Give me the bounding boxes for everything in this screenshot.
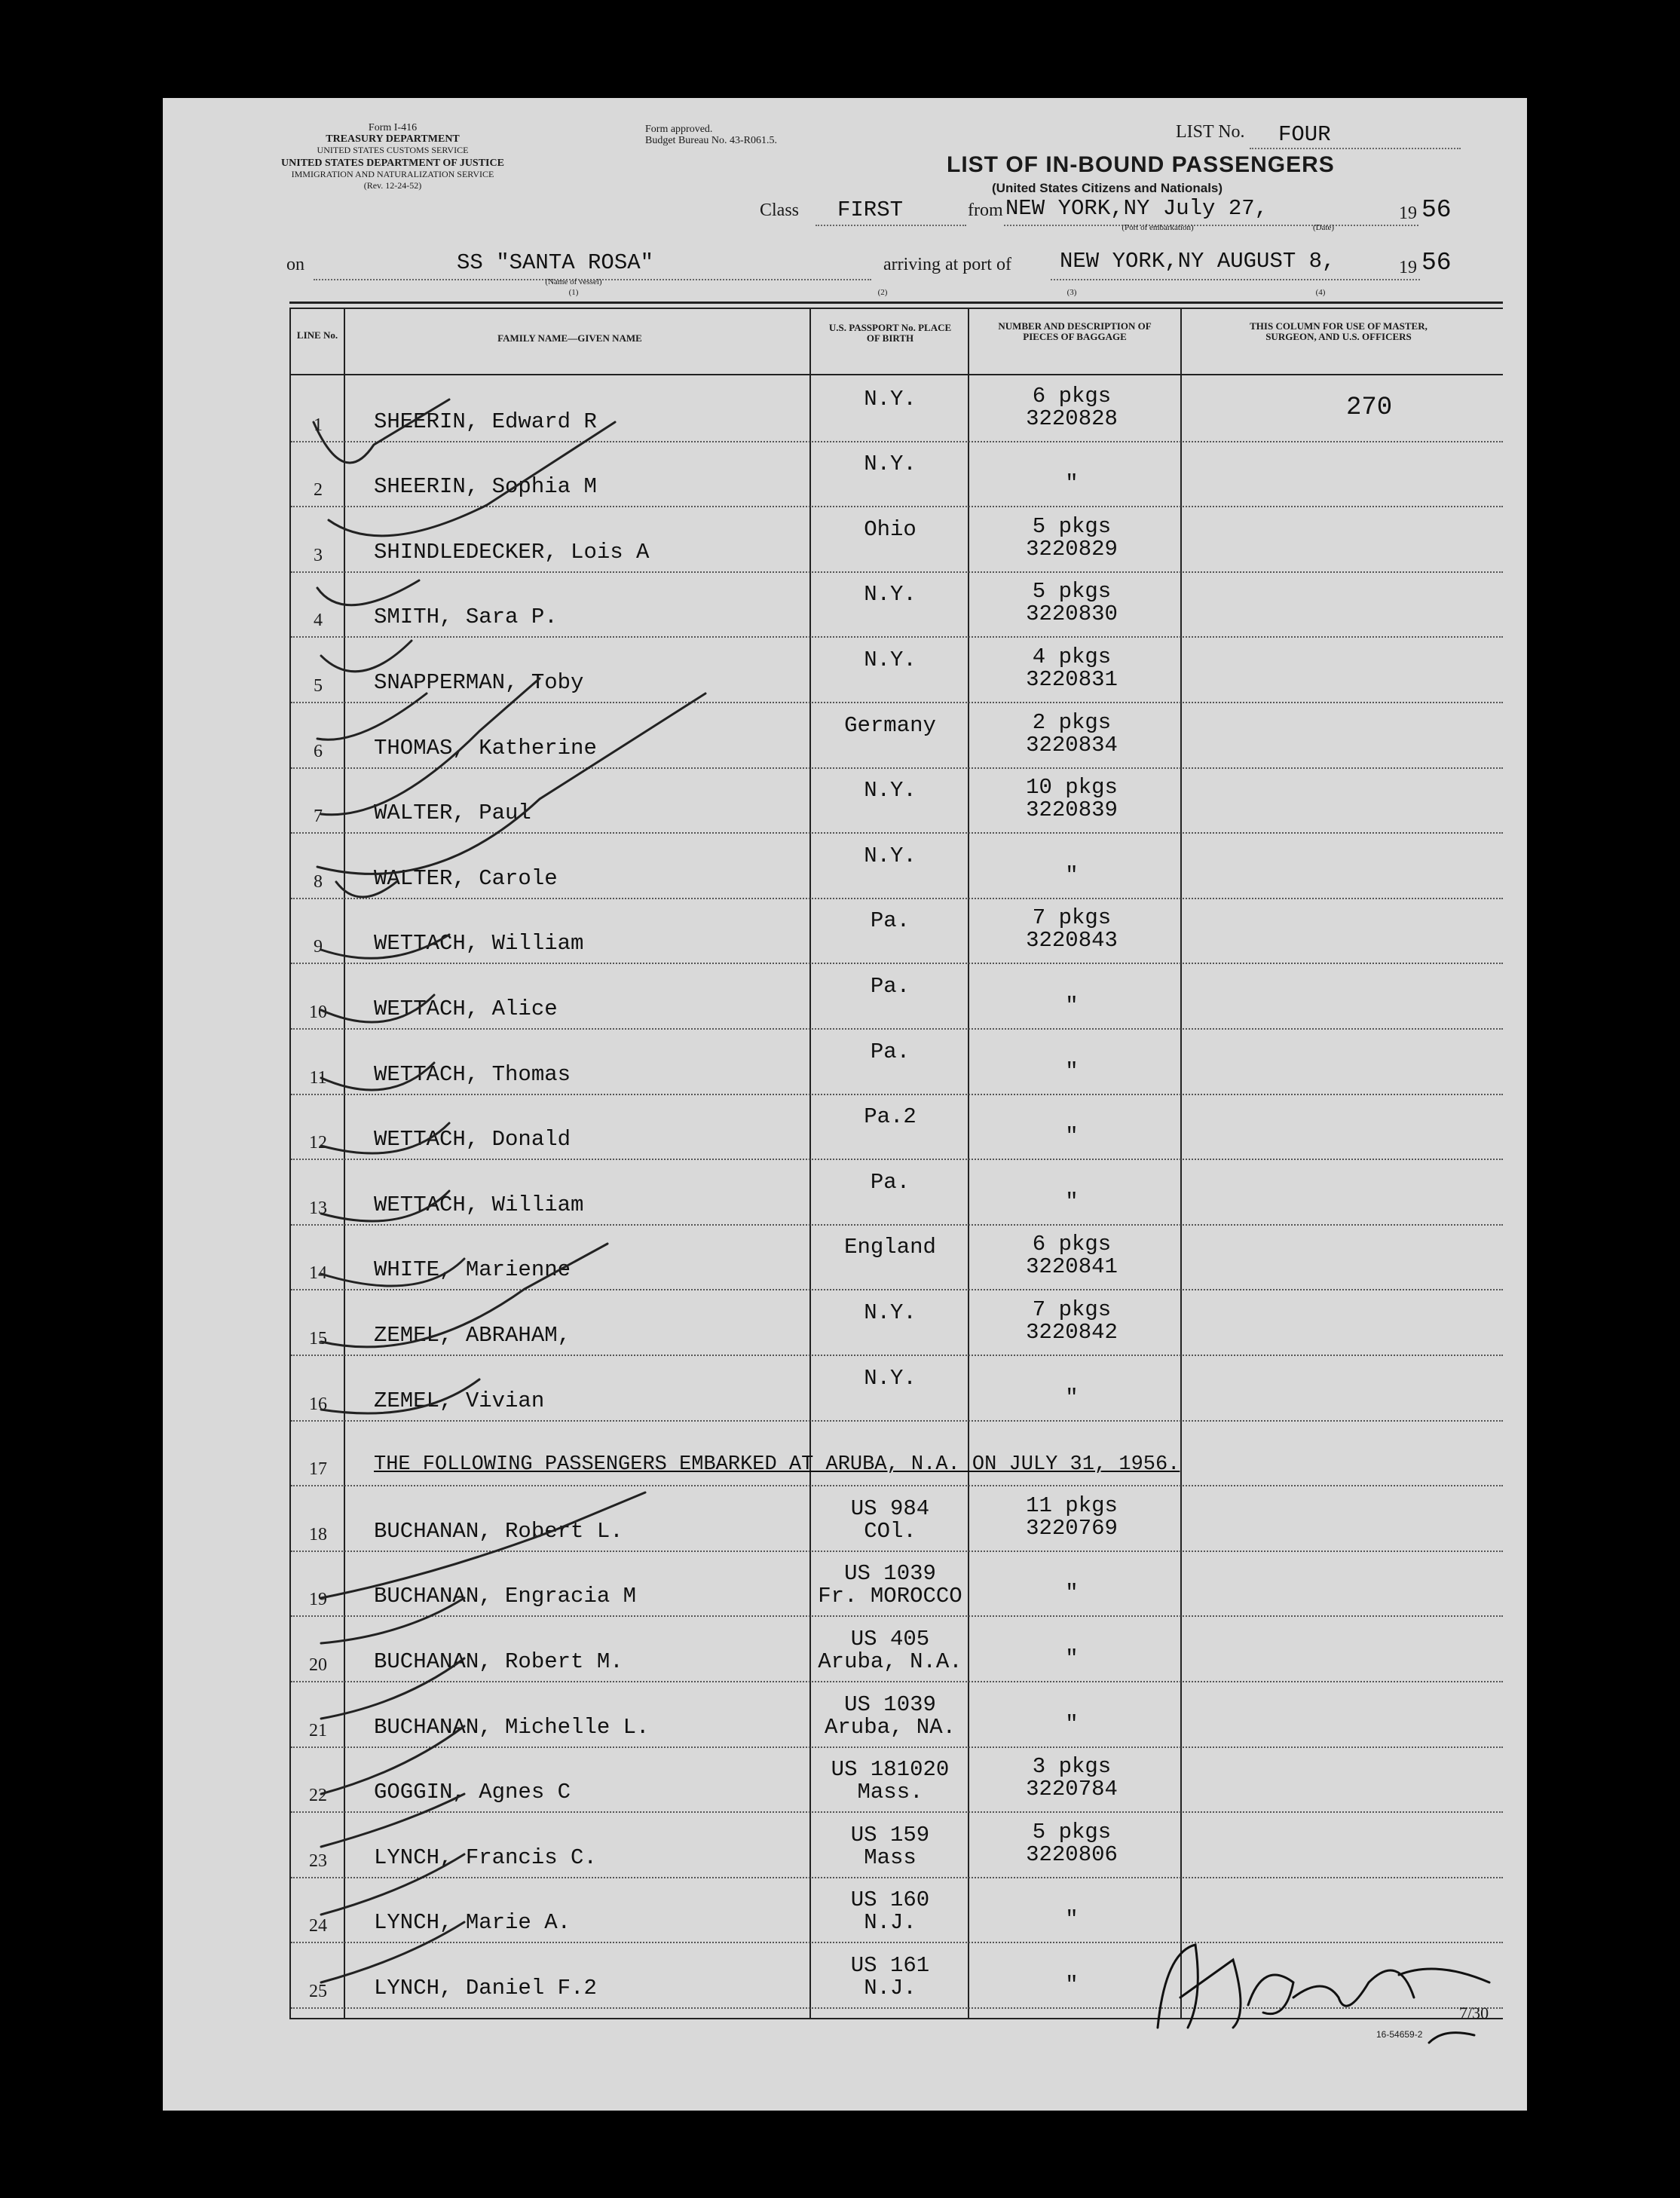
- baggage-tag: ": [1065, 1711, 1079, 1737]
- line-number: 11: [309, 1067, 327, 1088]
- signature-stamp: 16-54659-2: [1376, 2029, 1423, 2040]
- baggage-desc: [989, 972, 1155, 1018]
- ins-service: IMMIGRATION AND NATURALIZATION SERVICE: [291, 169, 494, 179]
- passport-place: [811, 1041, 969, 1064]
- col-name: FAMILY NAME—GIVEN NAME: [497, 332, 642, 344]
- table-row: [291, 1748, 1503, 1814]
- place-of-birth: Fr. MOROCCO: [818, 1584, 962, 1609]
- passenger-name: WALTER, Carole: [374, 865, 558, 891]
- table-row: [291, 442, 1503, 508]
- table-row: [291, 834, 1503, 899]
- passenger-name: SNAPPERMAN, Toby: [374, 669, 584, 695]
- baggage-desc: [989, 842, 1155, 887]
- baggage-tag: 3220784: [1026, 1777, 1118, 1802]
- baggage-desc: [989, 1364, 1155, 1410]
- caption-3: (3): [1066, 288, 1077, 297]
- baggage-count: [989, 1364, 1155, 1387]
- from-year-prefix: 19: [1399, 204, 1417, 223]
- passenger-name: SHEERIN, Sophia M: [374, 474, 597, 500]
- passenger-name: WETTACH, William: [374, 1192, 584, 1217]
- date-caption: (Date): [1312, 223, 1335, 232]
- passenger-name: BUCHANAN, Engracia M: [374, 1584, 637, 1609]
- baggage-desc: [989, 1429, 1155, 1452]
- baggage-tag: 3220829: [1026, 536, 1118, 562]
- baggage-tag: 3220830: [1026, 602, 1118, 627]
- baggage-desc: [989, 1103, 1155, 1148]
- passport-place: [811, 1691, 969, 1740]
- baggage-count: [989, 1625, 1155, 1648]
- baggage-tag: ": [1065, 1058, 1079, 1084]
- line-number: 24: [309, 1916, 327, 1936]
- table-row: [291, 769, 1503, 834]
- table-row: [291, 1422, 1503, 1487]
- baggage-desc: [989, 513, 1155, 562]
- passport-place: [811, 1171, 969, 1194]
- place-of-birth: N.J.: [864, 1975, 917, 2001]
- baggage-tag: ": [1065, 1189, 1079, 1214]
- passenger-name: ZEMEL, ABRAHAM,: [374, 1322, 571, 1348]
- table-row: [291, 1290, 1503, 1356]
- col-passport: U.S. PASSPORT No. PLACE OF BIRTH: [828, 322, 952, 344]
- table-row: [291, 507, 1503, 573]
- passport-place: [811, 1952, 969, 2001]
- table-row: [291, 1356, 1503, 1422]
- passenger-name: LYNCH, Francis C.: [374, 1844, 597, 1870]
- section-note: THE FOLLOWING PASSENGERS EMBARKED AT ARUBA, N.A. ON JULY 31, 1956.: [374, 1453, 1180, 1477]
- budget-info: [645, 124, 826, 146]
- baggage-count: [989, 972, 1155, 995]
- passport-number: US 160: [850, 1887, 930, 1913]
- officer-note: 270: [1346, 393, 1393, 422]
- col-line-no: LINE No.: [296, 329, 338, 341]
- line-number: 10: [309, 1002, 327, 1022]
- baggage-desc: [989, 1168, 1155, 1214]
- form-approved: Form approved.: [645, 124, 713, 135]
- list-number: FOUR: [1278, 122, 1331, 147]
- table-row: [291, 638, 1503, 703]
- passenger-name: LYNCH, Daniel F.2: [374, 1975, 597, 2001]
- passport-number: US 1039: [844, 1561, 936, 1587]
- baggage-count: [989, 1560, 1155, 1582]
- place-of-birth: N.Y.: [864, 582, 917, 608]
- line-number: 5: [314, 675, 323, 696]
- baggage-count: [989, 842, 1155, 865]
- baggage-count: 7 pkgs: [1032, 905, 1112, 931]
- baggage-tag: 3220842: [1026, 1319, 1118, 1345]
- baggage-tag: 3220839: [1026, 797, 1118, 823]
- passenger-name: LYNCH, Marie A.: [374, 1910, 571, 1936]
- passport-place: [811, 1628, 969, 1673]
- passport-place: [811, 388, 969, 411]
- on-label: on: [286, 255, 304, 274]
- baggage-count: [989, 1103, 1155, 1125]
- baggage-desc: [989, 646, 1155, 691]
- passport-place: [811, 779, 969, 802]
- baggage-tag: 3220769: [1026, 1515, 1118, 1541]
- baggage-count: [989, 1168, 1155, 1191]
- passport-number: US 159: [850, 1822, 930, 1847]
- line-number: 19: [309, 1590, 327, 1610]
- baggage-desc: [989, 1560, 1155, 1605]
- table-row: [291, 1682, 1503, 1748]
- place-of-birth: Mass: [864, 1844, 917, 1870]
- baggage-tag: ": [1065, 993, 1079, 1018]
- signature-mark: 7/30: [1459, 2004, 1489, 2022]
- baggage-tag: 3220806: [1026, 1841, 1118, 1867]
- col-baggage: NUMBER AND DESCRIPTION OF PIECES OF BAGGAGE: [998, 320, 1152, 342]
- baggage-tag: ": [1065, 1972, 1079, 1997]
- table-row: [291, 1226, 1503, 1291]
- baggage-desc: [989, 1691, 1155, 1736]
- row-rule: [291, 2007, 1503, 2009]
- table-row: [291, 964, 1503, 1030]
- passenger-name: ZEMEL, Vivian: [374, 1388, 545, 1413]
- list-no-line: [1250, 148, 1461, 149]
- place-of-birth: N.Y.: [864, 1365, 917, 1391]
- passport-number: US 181020: [831, 1757, 950, 1783]
- line-number: 14: [309, 1263, 327, 1284]
- document-page: [163, 98, 1527, 2111]
- passport-place: [811, 649, 969, 672]
- line-number: 3: [314, 545, 323, 565]
- line-number: 22: [309, 1786, 327, 1806]
- baggage-tag: ": [1065, 862, 1079, 888]
- place-of-birth: N.Y.: [864, 1300, 917, 1325]
- passport-place: [811, 975, 969, 998]
- from-value: NEW YORK,NY July 27,: [1005, 196, 1268, 221]
- passport-place: [811, 1495, 969, 1544]
- arrival-line: [1051, 279, 1420, 280]
- passenger-name: WETTACH, Thomas: [374, 1061, 571, 1087]
- place-of-birth: N.Y.: [864, 386, 917, 412]
- table-row: [291, 1813, 1503, 1878]
- line-number: 15: [309, 1328, 327, 1348]
- caption-2: (2): [877, 288, 888, 297]
- header-bottom-rule: [289, 374, 1503, 375]
- passport-place: [811, 1889, 969, 1934]
- passport-place: [811, 1563, 969, 1608]
- passenger-name: WETTACH, William: [374, 931, 584, 957]
- line-number: 1: [314, 415, 323, 435]
- port-caption: (Port of embarkation): [1122, 223, 1194, 232]
- place-of-birth: Pa.: [870, 1039, 910, 1064]
- table-row: [291, 899, 1503, 965]
- arrival-year: 56: [1421, 249, 1452, 277]
- baggage-count: 5 pkgs: [1032, 1819, 1112, 1844]
- place-of-birth: N.Y.: [864, 778, 917, 804]
- line-number: 9: [314, 937, 323, 957]
- passport-place: [811, 1824, 969, 1869]
- baggage-tag: ": [1065, 1581, 1079, 1606]
- baggage-desc: [989, 1756, 1155, 1801]
- passport-number: US 1039: [844, 1691, 936, 1717]
- justice-dept: UNITED STATES DEPARTMENT OF JUSTICE: [281, 158, 504, 169]
- passenger-name: BUCHANAN, Robert M.: [374, 1648, 623, 1674]
- baggage-count: 3 pkgs: [1032, 1754, 1112, 1780]
- arrival-port: NEW YORK,NY AUGUST 8,: [1060, 249, 1336, 274]
- baggage-desc: [989, 1038, 1155, 1083]
- line-number: 13: [309, 1198, 327, 1218]
- passenger-name: THOMAS, Katherine: [374, 735, 597, 761]
- place-of-birth: Pa.: [870, 908, 910, 934]
- baggage-count: 5 pkgs: [1032, 513, 1112, 539]
- baggage-count: 6 pkgs: [1032, 383, 1112, 409]
- passport-number: US 405: [850, 1626, 930, 1652]
- form-subtitle: (United States Citizens and Nationals): [992, 181, 1223, 195]
- line-number: 16: [309, 1394, 327, 1414]
- line-number: 12: [309, 1133, 327, 1153]
- baggage-desc: [989, 709, 1155, 758]
- vessel-name: SS "SANTA ROSA": [457, 250, 654, 275]
- revision: (Rev. 12-24-52): [363, 180, 422, 191]
- passenger-name: SHINDLEDECKER, Lois A: [374, 539, 650, 565]
- line-number: 23: [309, 1851, 327, 1871]
- form-title: LIST OF IN-BOUND PASSENGERS: [947, 152, 1335, 177]
- place-of-birth: COl.: [864, 1518, 917, 1544]
- passport-place: [811, 453, 969, 476]
- baggage-tag: 3220828: [1026, 406, 1118, 431]
- place-of-birth: Germany: [844, 712, 936, 738]
- place-of-birth: Pa.: [870, 973, 910, 999]
- line-number: 25: [309, 1981, 327, 2001]
- place-of-birth: Aruba, N.A.: [818, 1648, 962, 1674]
- baggage-tag: 3220843: [1026, 928, 1118, 954]
- baggage-desc: [989, 776, 1155, 822]
- baggage-tag: ": [1065, 1385, 1079, 1410]
- caption-1: (1): [568, 288, 579, 297]
- passenger-name: SHEERIN, Edward R: [374, 409, 597, 434]
- passport-place: [811, 1759, 969, 1804]
- baggage-desc: [989, 1233, 1155, 1278]
- line-number: 7: [314, 807, 323, 827]
- passport-place: [811, 845, 969, 868]
- table-row: [291, 1617, 1503, 1682]
- passport-number: US 984: [850, 1495, 930, 1521]
- baggage-tag: ": [1065, 1124, 1079, 1150]
- table-row: [291, 1095, 1503, 1161]
- table-row: [291, 573, 1503, 638]
- baggage-count: [989, 1429, 1155, 1452]
- passport-place: [811, 1106, 969, 1128]
- table-row: [291, 1160, 1503, 1226]
- baggage-count: 6 pkgs: [1032, 1232, 1112, 1257]
- vessel-caption: (Name of vessel): [545, 277, 602, 286]
- baggage-desc: [989, 1952, 1155, 1997]
- class-line: [816, 225, 966, 226]
- line-number: 20: [309, 1655, 327, 1675]
- from-year: 56: [1421, 196, 1452, 224]
- passenger-name: GOGGIN, Agnes C: [374, 1780, 571, 1805]
- place-of-birth: N.J.: [864, 1910, 917, 1936]
- form-info: [268, 122, 517, 191]
- place-of-birth: Ohio: [864, 516, 917, 542]
- baggage-count: [989, 1038, 1155, 1061]
- baggage-count: 11 pkgs: [1026, 1492, 1118, 1518]
- line-number: 18: [309, 1524, 327, 1544]
- baggage-desc: [989, 1821, 1155, 1866]
- baggage-count: [989, 1691, 1155, 1713]
- passport-place: [811, 1236, 969, 1259]
- table-row: [291, 1030, 1503, 1095]
- passenger-name: WETTACH, Alice: [374, 996, 558, 1021]
- baggage-tag: 3220831: [1026, 666, 1118, 692]
- place-of-birth: Aruba, NA.: [824, 1714, 956, 1740]
- passport-place: [811, 583, 969, 606]
- line-number: 2: [314, 480, 323, 501]
- table-row: [291, 1878, 1503, 1944]
- table-row: [291, 1486, 1503, 1552]
- passenger-name: WHITE, Marienne: [374, 1257, 571, 1283]
- arriving-label: arriving at port of: [883, 255, 1011, 274]
- line-number: 4: [314, 611, 323, 631]
- form-number: Form I-416: [368, 122, 418, 133]
- from-label: from: [968, 201, 1003, 220]
- line-number: 21: [309, 1720, 327, 1740]
- baggage-count: 4 pkgs: [1032, 644, 1112, 669]
- line-number: 8: [314, 871, 323, 892]
- place-of-birth: Pa.2: [864, 1104, 917, 1130]
- baggage-count: [989, 450, 1155, 473]
- passenger-name: WETTACH, Donald: [374, 1127, 571, 1153]
- baggage-desc: [989, 450, 1155, 495]
- passport-number: US 161: [850, 1952, 930, 1978]
- col-officers: THIS COLUMN FOR USE OF MASTER, SURGEON, AND U.S. OFFICERS: [1250, 320, 1428, 342]
- baggage-desc: [989, 1296, 1155, 1345]
- passenger-name: BUCHANAN, Michelle L.: [374, 1714, 650, 1740]
- place-of-birth: N.Y.: [864, 843, 917, 868]
- place-of-birth: N.Y.: [864, 647, 917, 672]
- passport-place: [811, 712, 969, 738]
- arrival-year-prefix: 19: [1399, 258, 1417, 277]
- table-row: [291, 703, 1503, 769]
- budget-bureau: Budget Bureau No. 43-R061.5.: [645, 135, 777, 146]
- passenger-name: WALTER, Paul: [374, 801, 531, 826]
- baggage-count: 10 pkgs: [1026, 775, 1118, 801]
- baggage-tag: 3220834: [1026, 732, 1118, 758]
- table-row: [291, 1552, 1503, 1618]
- table-bottom-rule: [289, 2018, 1503, 2019]
- baggage-count: 5 pkgs: [1032, 579, 1112, 605]
- baggage-desc: [989, 1492, 1155, 1541]
- table-row: [291, 1943, 1503, 2009]
- customs-service: UNITED STATES CUSTOMS SERVICE: [317, 145, 469, 155]
- baggage-tag: ": [1065, 1907, 1079, 1933]
- place-of-birth: Pa.: [870, 1169, 910, 1195]
- passport-place: [811, 516, 969, 542]
- passport-place: [811, 1367, 969, 1390]
- baggage-count: 2 pkgs: [1032, 709, 1112, 735]
- treasury-dept: TREASURY DEPARTMENT: [326, 133, 460, 145]
- baggage-desc: [989, 580, 1155, 626]
- class-label: Class: [760, 201, 800, 220]
- table-top-rule: [289, 302, 1503, 304]
- line-number: 17: [309, 1459, 327, 1480]
- place-of-birth: England: [844, 1235, 936, 1260]
- caption-4: (4): [1315, 288, 1326, 297]
- baggage-count: 7 pkgs: [1032, 1296, 1112, 1322]
- baggage-count: [989, 1886, 1155, 1909]
- place-of-birth: N.Y.: [864, 452, 917, 477]
- passenger-name: BUCHANAN, Robert L.: [374, 1518, 623, 1544]
- passport-place: [811, 1302, 969, 1324]
- passport-place: [811, 910, 969, 932]
- baggage-tag: 3220841: [1026, 1254, 1118, 1280]
- table-row: [291, 377, 1503, 442]
- baggage-desc: [989, 385, 1155, 430]
- baggage-desc: [989, 1886, 1155, 1931]
- passenger-name: SMITH, Sara P.: [374, 605, 558, 630]
- baggage-desc: [989, 907, 1155, 952]
- baggage-tag: ": [1065, 1645, 1079, 1671]
- class-value: FIRST: [837, 197, 904, 222]
- place-of-birth: Mass.: [857, 1780, 923, 1805]
- baggage-desc: [989, 1625, 1155, 1670]
- table-top-rule-2: [289, 308, 1503, 309]
- line-number: 6: [314, 741, 323, 761]
- baggage-tag: ": [1065, 471, 1079, 497]
- baggage-count: [989, 1952, 1155, 1974]
- list-no-label: LIST No.: [1176, 122, 1245, 142]
